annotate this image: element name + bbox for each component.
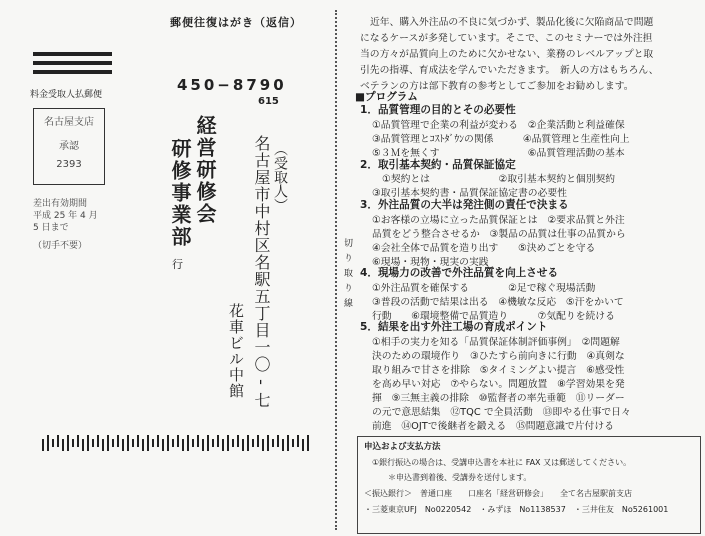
org-line-1: 経営研修会 [193,115,217,225]
customer-barcode [42,435,312,451]
apply-line-4: ・三菱東京UFJ No0220542 ・みずほ No1138537 ・三井住友 No5261001 [364,505,669,514]
section-line: 品質をどう整合させるか ③製品の品質は仕事の品質から [372,229,626,240]
address-line-1: 名古屋市中村区名駅五丁目一〇 - 七 [252,135,271,409]
intro-line: 当の方々が品質向上のために欠かせない、業務のレベルアップと取 [360,49,654,60]
recipient-label: （受取人） [272,142,288,212]
section-title: 1．品質管理の目的とその必要性 [360,104,516,116]
zip-code: 450−8790 [177,76,287,94]
section-line: 前進 ⑭OJTで後継者を鍛える ⑮問題意識で片付ける [372,421,614,432]
intro-line: になるケースが多発しています。そこで、このセミナーでは外注担 [360,33,653,44]
valid-line-1: 差出有効期間 [33,199,88,209]
valid-line-4: （切手不要） [33,241,88,251]
permit-box [33,108,105,185]
intro-line: 引先の指導、育成法を学んでいただきます。 新人の方はもちろん、 [360,65,659,76]
section-line: 決のための環境作り ③ひたすら前向きに行動 ④真剣な [372,351,625,362]
section-line: 揮 ⑨三無主義の排除 ⑩監督者の率先垂範 ⑪リーダー [372,393,625,404]
section-line: ①契約とは ②取引基本契約と個別契約 [382,174,616,185]
section-title: 2．取引基本契約・品質保証協定 [360,159,516,171]
section-line: ⑤３Ｍを無くす ⑥品質管理活動の基本 [372,148,625,159]
section-line: ③品質管理とｺｽﾄﾀﾞｳﾝの関係 ④品質管理と生産性向上 [372,134,630,145]
section-title: 3．外注品質の大半は発注側の責任で決まる [360,199,569,211]
valid-line-3: 5 日まで [33,223,69,233]
postcard-title: 郵便往復はがき（返信） [170,16,302,29]
intro-line: ベテランの方は部下教育の参考としてご参加をお勧めします。 [360,81,634,92]
zip-sub-code: 615 [258,96,279,107]
permit-approval: 承認 [59,141,79,152]
section-title: 4．現場力の改善で外注品質を向上させる [360,267,559,279]
section-line: ③普段の活動で結果は出る ④機敏な反応 ⑤汗をかいて [372,297,624,308]
address-line-2: 花車ビル中館 [227,303,245,399]
apply-line-2: ＊申込書到着後、受講券を送付します。 [388,473,532,482]
intro-line: 近年、購入外注品の不良に気づかず、製品化後に欠陥商品で問題 [370,17,654,28]
apply-line-3: ＜振込銀行＞ 普通口座 口座名「経営研修会」 全て名古屋駅前支店 [364,489,632,498]
cut-line-label: 切り取り線 [342,238,352,313]
org-line-2: 研修事業部 [168,138,192,248]
section-line: 取り組みで甘さを排除 ⑤タイミングよい提言 ⑥感受性 [372,365,625,376]
section-line: ④会社全体で品質を造り出す ⑤決めごとを守る [372,243,596,254]
valid-line-2: 平成 25 年 4 月 [33,211,98,221]
program-heading: ■プログラム [355,91,418,103]
application-box [357,436,701,534]
apply-title: 申込および支払方法 [364,442,441,452]
section-line: ③取引基本契約書・品質保証協定書の必要性 [372,188,567,199]
section-line: ①品質管理で企業の利益が変わる ②企業活動と利益確保 [372,120,625,131]
permit-number: 2393 [56,159,82,170]
section-line: ①相手の実力を知る「品質保証体制評価事例」 ②問題解 [372,337,620,348]
section-line: を高め早い対応 ⑦やらない。問題放置 ⑧学習効果を発 [372,379,625,390]
apply-line-1: ①銀行振込の場合は、受講申込書を本社に FAX 又は郵送してください。 [372,458,632,467]
cut-line-dots [335,10,339,530]
fee-label: 料金受取人払郵便 [30,90,103,100]
section-line: ①お客様の立場に立った品質保証とは ②要求品質と外注 [372,215,625,226]
section-line: の元で意思結集 ⑫TQC で全員活動 ⑬即やる仕事で日々 [372,407,631,418]
section-line: ⑥現場・現物・現実の実践 [372,257,489,268]
section-line: ①外注品質を確保する ②足で稼ぐ現場活動 [372,283,596,294]
org-suffix: 行 [172,258,183,271]
permit-office: 名古屋支店 [44,117,94,128]
section-line: 行動 ⑥環境整備で品質造り ⑦気配りを続ける [372,311,615,322]
section-title: 5．結果を出す外注工場の育成ポイント [360,321,548,333]
